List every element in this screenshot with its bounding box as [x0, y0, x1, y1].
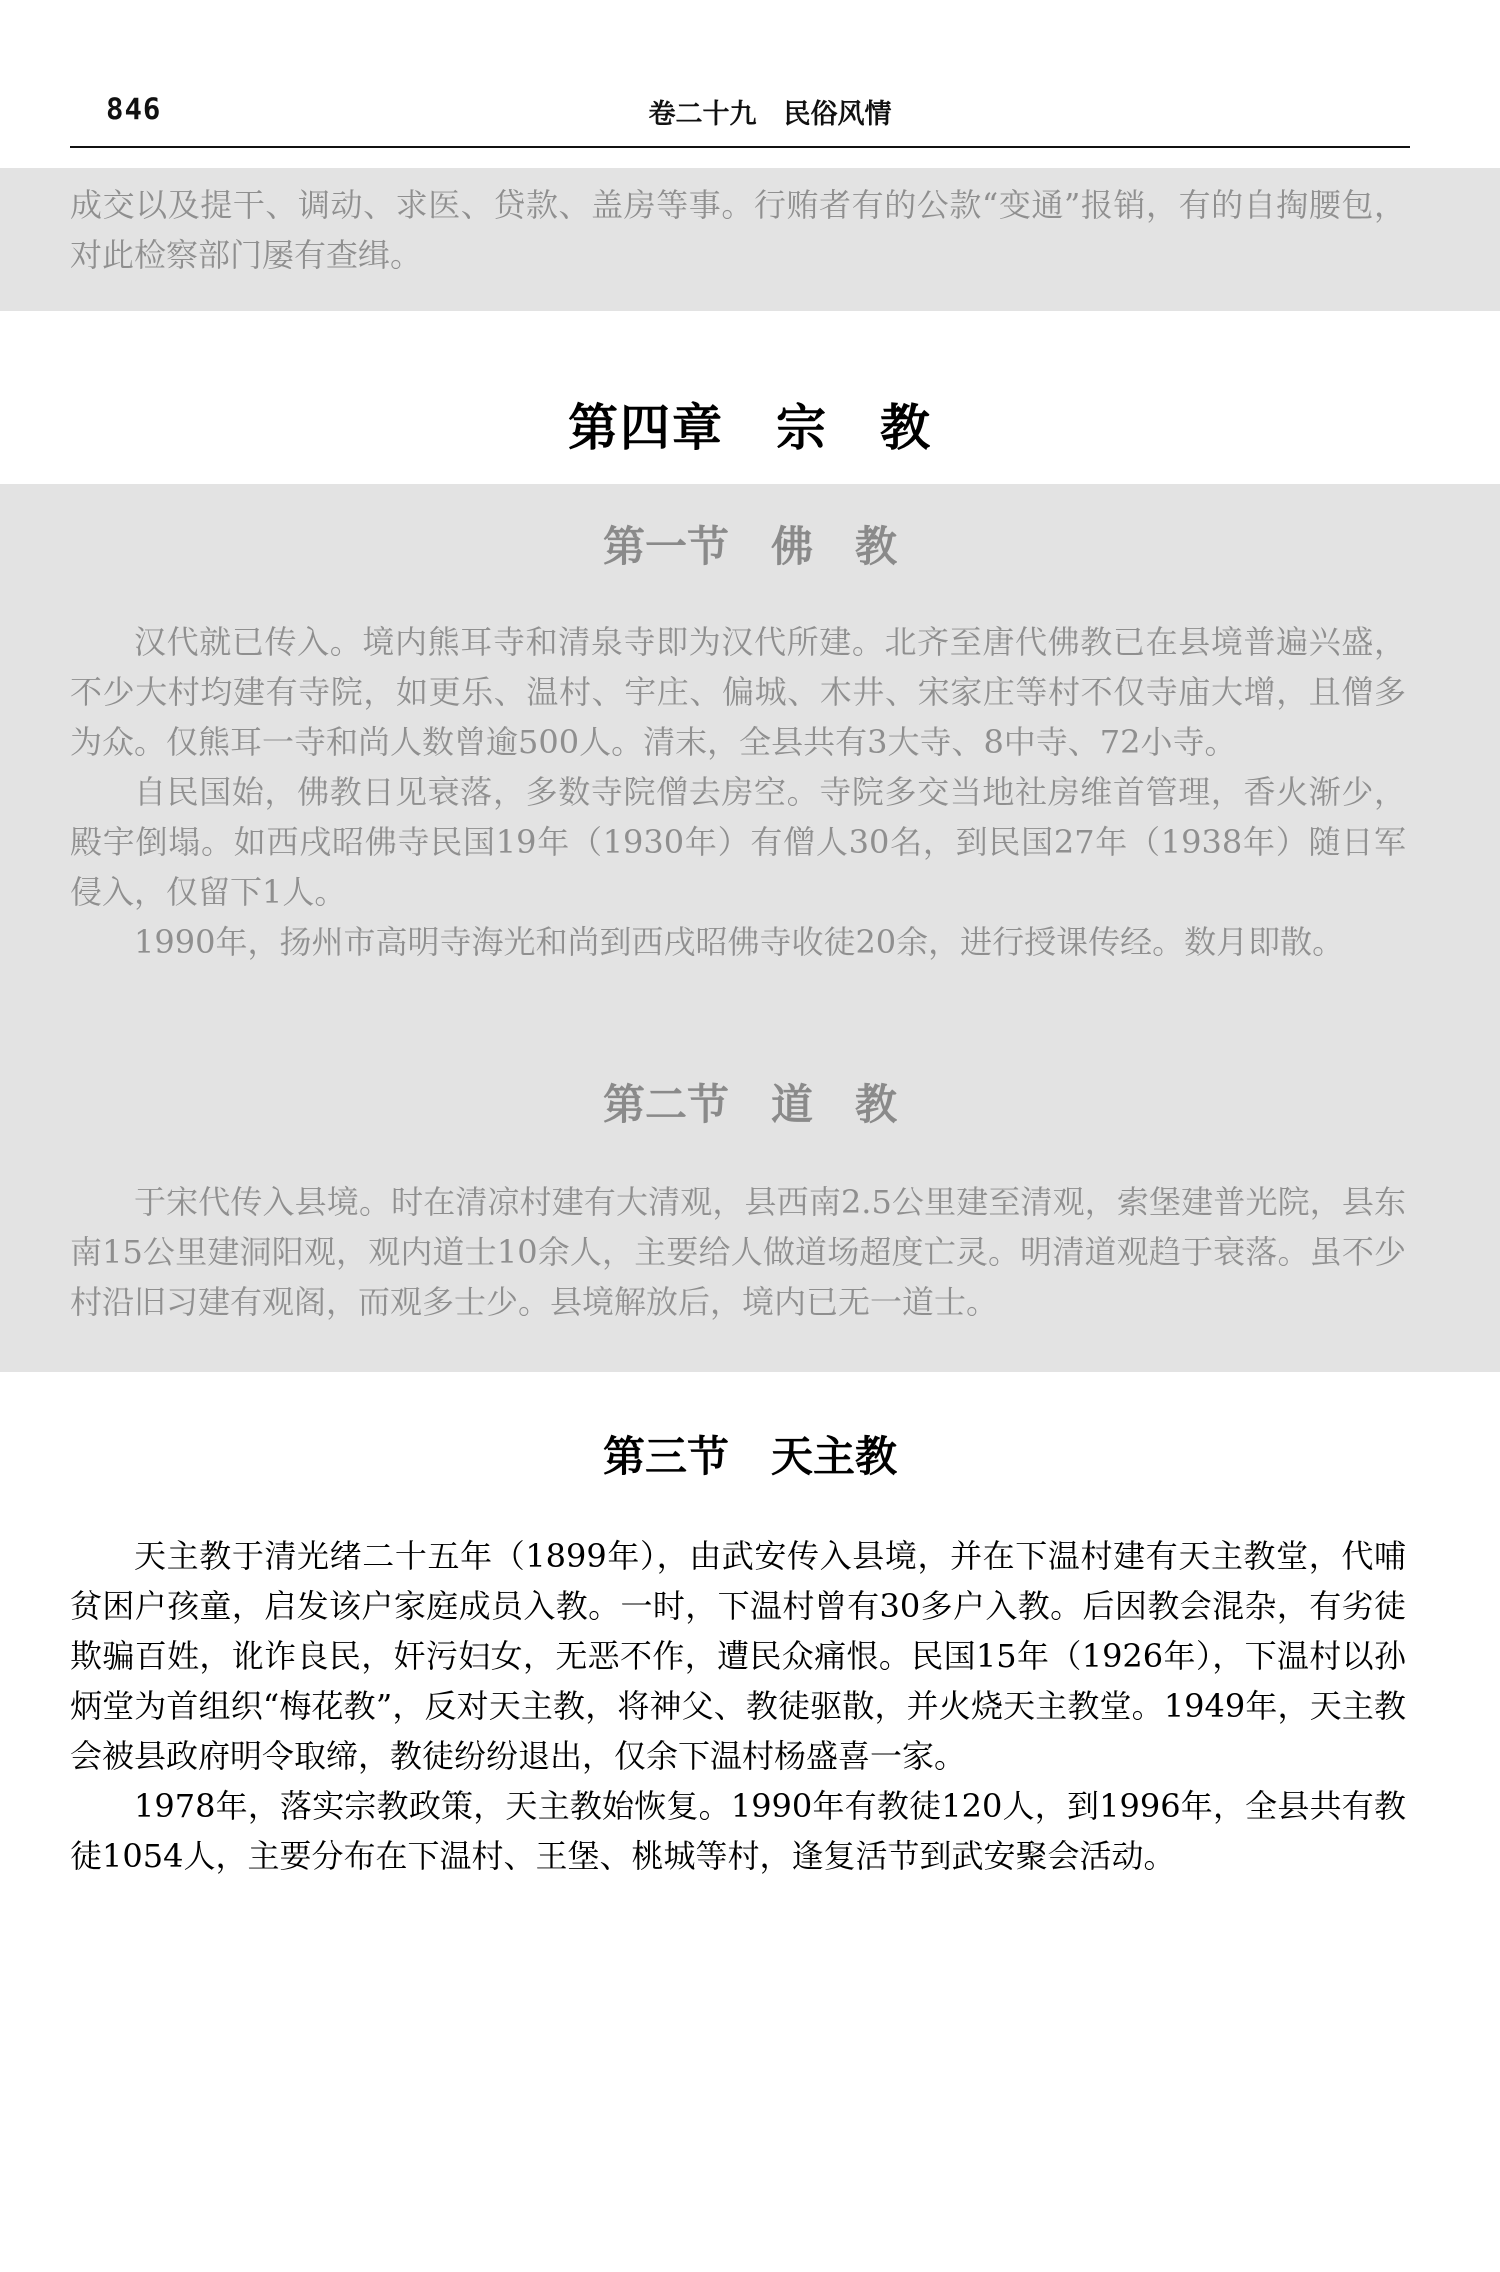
paragraph: 自民国始，佛教日见衰落，多数寺院僧去房空。寺院多交当地社房维首管理，香火渐少，殿宇倒塌。如西戌昭佛寺民国19年（1930年）有僧人30名，到民国27年（1938年）随日军侵入，仅留下1人。: [70, 773, 1406, 911]
header-rule: [70, 146, 1410, 148]
section-body-buddhism: [70, 617, 1406, 967]
section-body-catholicism: [70, 1531, 1406, 1881]
continuation-paragraph: 成交以及提干、调动、求医、贷款、盖房等事。行贿者有的公款“变通”报销，有的自掏腰包，对此检察部门屡有查缉。: [70, 186, 1406, 274]
running-header-title: 卷二十九 民俗风情: [648, 99, 892, 130]
paragraph: 于宋代传入县境。时在清凉村建有大清观，县西南2.5公里建至清观，索堡建普光院，县东南15公里建洞阳观，观内道士10余人，主要给人做道场超度亡灵。明清道观趋于衰落。虽不少村沿旧习建有观阁，而观多士少。县境解放后，境内已无一道士。: [70, 1183, 1406, 1321]
running-header: [70, 92, 1410, 142]
section-title-catholicism: 第三节 天主教: [602, 1432, 897, 1481]
faded-region-middle: [0, 484, 1500, 1372]
paragraph: 1990年，扬州市高明寺海光和尚到西戌昭佛寺收徒20余，进行授课传经。数月即散。: [134, 923, 1345, 961]
paragraph: 1978年，落实宗教政策，天主教始恢复。1990年有教徒120人，到1996年，全县共有教徒1054人，主要分布在下温村、王堡、桃城等村，逢复活节到武安聚会活动。: [70, 1787, 1406, 1875]
section-title-taoism: 第二节 道 教: [602, 1080, 897, 1129]
page-number: 846: [106, 92, 162, 126]
paragraph: 汉代就已传入。境内熊耳寺和清泉寺即为汉代所建。北齐至唐代佛教已在县境普遍兴盛，不少大村均建有寺院，如更乐、温村、宇庄、偏城、木井、宋家庄等村不仅寺庙大增，且僧多为众。仅熊耳一寺和尚人数曾逾500人。清末，全县共有3大寺、8中寺、72小寺。: [70, 623, 1406, 761]
section-title-buddhism: 第一节 佛 教: [602, 522, 897, 571]
chapter-title: 第四章 宗 教: [568, 398, 932, 457]
paragraph: 天主教于清光绪二十五年（1899年），由武安传入县境，并在下温村建有天主教堂，代哺贫困户孩童，启发该户家庭成员入教。一时，下温村曾有30多户入教。后因教会混杂，有劣徒欺骗百姓，讹诈良民，奸污妇女，无恶不作，遭民众痛恨。民国15年（1926年），下温村以孙炳堂为首组织“梅花教”，反对天主教，将神父、教徒驱散，并火烧天主教堂。1949年，天主教会被县政府明令取缔，教徒纷纷退出，仅余下温村杨盛喜一家。: [70, 1537, 1406, 1775]
section-body-taoism: [70, 1177, 1406, 1327]
faded-region-top: [0, 168, 1500, 311]
